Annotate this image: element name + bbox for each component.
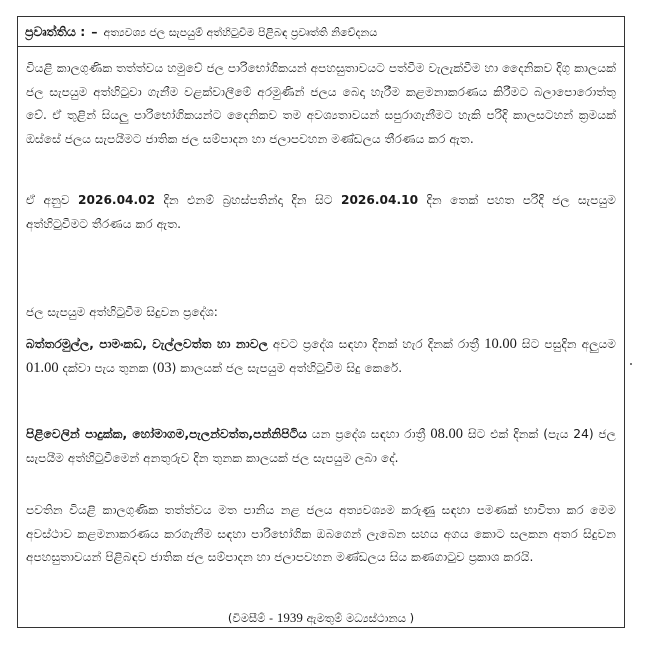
area-1-text-2: සිට පසුදින අලුයම: [516, 337, 616, 351]
area-1-time-from: 10.00: [484, 336, 517, 352]
notice-title-row: [18, 17, 624, 47]
footer-open: (විමසීම් -: [227, 611, 277, 625]
area-2-paragraph: [26, 423, 616, 470]
area-1-text-4: ) කාලයක් ජල සැපයුම අත්හිටුවීම සිදු කෙරේ.: [171, 360, 403, 375]
intro-paragraph: වියළි කාලගුණික තත්ත්වය හමුවේ ජල පාරිභෝගිකයන් අපහසුතාවයට පත්වීම වැලැක්වීම හා දෛනිකව දිගු කාලයක් ජල සැපයුම අත්හිටුවා ගැනීම වළක්වාලීමේ අරමුණින් ජලය බෙදා හැරීම කළමනාකරණය කිරීමට බලාපොරොත්තු වේ. ඒ තුළින් සියලු පාරිභෝගිකයන්ට දෛනිකව තම අවශ්‍යතාවයන් සපුරාගැනීමට හැකි පරිදි කාලසටහන් ක්‍රමයක් ඔස්සේ ජලය සැපයීමට ජාතික ජල සම්පාදන හා ජලාපවහන මණ්ඩලය තීරණය කර ඇත.: [26, 61, 616, 146]
notice-subject: අත්‍යවශ්‍ය ජල සැපයුම් අත්හිටුවීම පිළිබඳ ප්‍රවෘත්ති නිවේදනය: [103, 26, 378, 39]
date-to: 2026.04.10: [340, 193, 419, 207]
area-2-hours: පැය 24: [548, 427, 589, 441]
schedule-text-3: දින තෙක් පහත පරිදි ජල සැපයුම අත්හිටුවීමට තීරණය කර ඇත.: [26, 193, 616, 231]
schedule-text-2: දින එනම් බ්‍රහස්පතින්දා දින සිට: [155, 193, 341, 207]
area-1-text-3: දක්වා පැය තුනක (: [58, 360, 158, 375]
area-2-text-2: සිට එක් දිනක් (: [463, 427, 549, 441]
title-dash: –: [91, 24, 98, 39]
area-1-places: බත්තරමුල්ල, පාමංකඩ, වැල්ලවත්ත හා නාවල: [26, 337, 268, 351]
areas-heading: ජල සැපයුම අත්හිටුවීම සිදුවන ප්‍රදේශ:: [26, 305, 218, 319]
notice-label: ප්‍රවෘත්තිය :: [25, 24, 86, 39]
area-1-paragraph: [26, 333, 616, 380]
hotline-number: 1939: [276, 610, 303, 625]
closing-paragraph: පවතින වියළි කාලගුණික තත්ත්වය මත පානිය නළ ජලය අත්‍යවශ්‍යම කරුණු සඳහා පමණක් භාවිතා කර මෙම අවස්ථාව කළමනාකරණය කරගැනීම සඳහා පාරිභෝගික ඔබගෙන් ලැබෙන සහය අගය කොට සලකන අතර සිදුවන අපහසුතාවයන් පිළිබඳව ජාතික ජල සම්පාදන හා ජලාපවහන මණ්ඩලය සිය කණගාටුව ප්‍රකාශ කරයි.: [26, 503, 616, 564]
area-2-text-1: යන ප්‍රදේශ සඳහා රාත්‍රී: [306, 427, 431, 441]
area-2-text-3: ) ජල සැපයීම අත්හිටුවීමෙන් අනතුරුව දින තුනක කාලයක් ජල සැපයුම ලබා දේ.: [26, 427, 616, 465]
area-1-hours: 03: [157, 359, 172, 376]
area-2-places: පිළිවෙලින් පාදුක්ක, හෝමාගම,පැලන්වත්ත,පන්නිපිටිය: [26, 427, 307, 441]
date-from: 2026.04.02: [78, 193, 156, 207]
area-1-time-to: 01.00: [26, 359, 59, 376]
area-2-time-from: 08.00: [430, 426, 464, 442]
area-1-text-1: අවට ප්‍රදේශ සඳහා දිනක් හැර දිනක් රාත්‍රී: [267, 337, 485, 351]
footer-close: ඇමතුම් මධ්‍යස්ථානය ): [302, 611, 415, 625]
inquiries-footer: [18, 610, 624, 626]
schedule-paragraph: [26, 189, 616, 236]
press-notice: [17, 16, 625, 628]
schedule-text-1: ඒ අනුව: [26, 193, 79, 207]
scan-speck: [630, 363, 632, 365]
